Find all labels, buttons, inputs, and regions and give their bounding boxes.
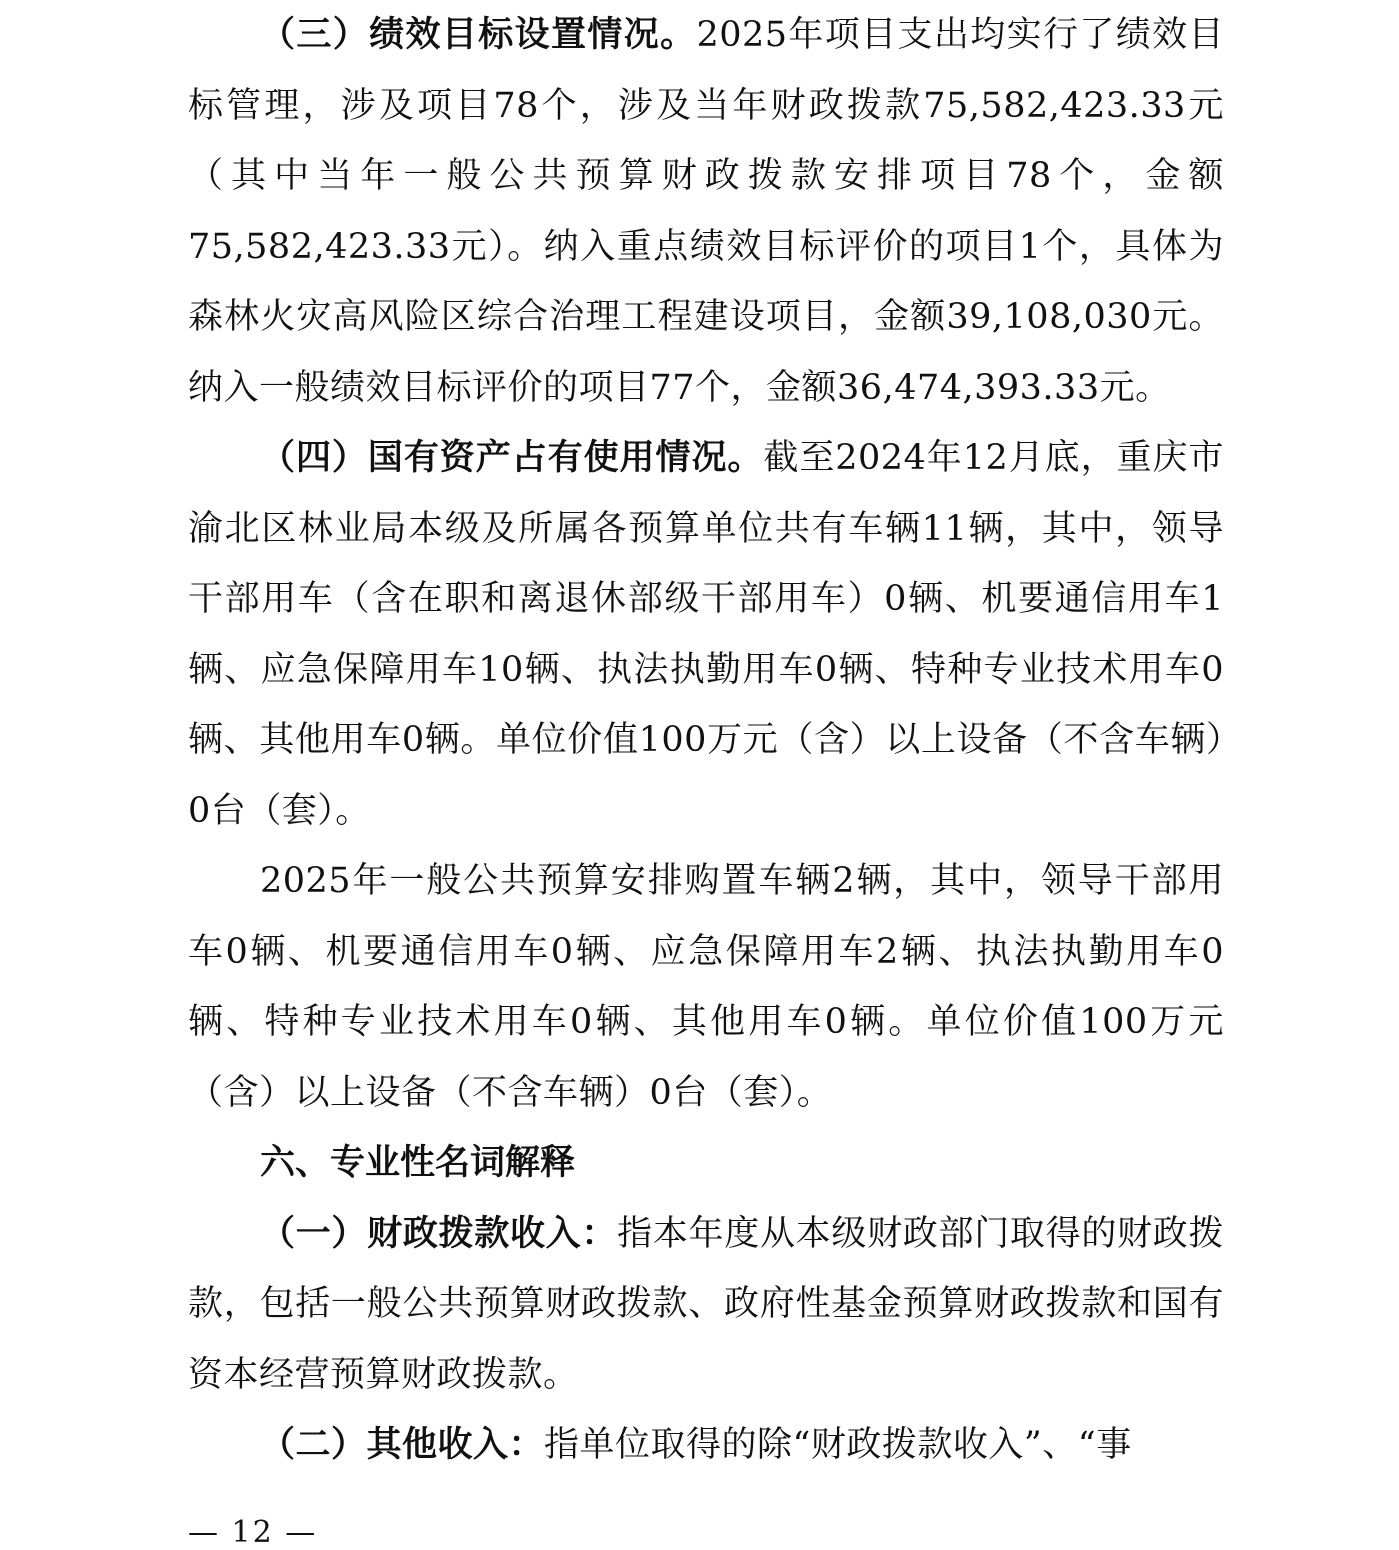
paragraph-performance-targets xyxy=(188,0,1224,423)
paragraph-lead: （一）财政拨款收入： xyxy=(260,1213,618,1254)
paragraph-lead: （四）国有资产占有使用情况。 xyxy=(260,438,764,478)
document-page xyxy=(188,0,1224,1481)
paragraph-vehicle-purchase xyxy=(188,846,1224,1128)
paragraph-lead: （二）其他收入： xyxy=(260,1425,545,1465)
paragraph-body: 截至2024年12月底，重庆市渝北区林业局本级及所属各预算单位共有车辆11辆，其中，领导干部用车（含在职和离退休部级干部用车）0辆、机要通信用车1辆、应急保障用车10辆、执法执勤用车0辆、特种专业技术用车0辆、其他用车0辆。单位价值100万元（含）以上设备（不含车辆）0台（套）。 xyxy=(188,438,1224,831)
paragraph-fiscal-appropriation xyxy=(188,1199,1224,1411)
section-heading: 六、专业性名词解释 xyxy=(260,1143,576,1183)
paragraph-body: 指本年度从本级财政部门取得的财政拨款，包括一般公共预算财政拨款、政府性基金预算财政拨款和国有资本经营预算财政拨款。 xyxy=(188,1213,1224,1395)
paragraph-state-assets xyxy=(188,423,1224,846)
paragraph-body: 2025年一般公共预算安排购置车辆2辆，其中，领导干部用车0辆、机要通信用车0辆、应急保障用车2辆、执法执勤用车0辆、特种专业技术用车0辆、其他用车0辆。单位价值100万元（含）以上设备（不含车辆）0台（套）。 xyxy=(188,861,1224,1113)
paragraph-lead: （三）绩效目标设置情况。 xyxy=(260,15,697,55)
paragraph-body: 指单位取得的除“财政拨款收入”、“事 xyxy=(544,1425,1132,1465)
paragraph-body: 2025年项目支出均实行了绩效目标管理，涉及项目78个，涉及当年财政拨款75,582,423.33元（其中当年一般公共预算财政拨款安排项目78个，金额75,582,423.33元）。纳入重点绩效目标评价的项目1个，具体为森林火灾高风险区综合治理工程建设项目，金额39,108,030元。纳入一般绩效目标评价的项目77个，金额36,474,393.33元。 xyxy=(188,15,1224,408)
page-number: — 12 — xyxy=(188,1515,318,1550)
paragraph-other-income xyxy=(188,1410,1224,1481)
